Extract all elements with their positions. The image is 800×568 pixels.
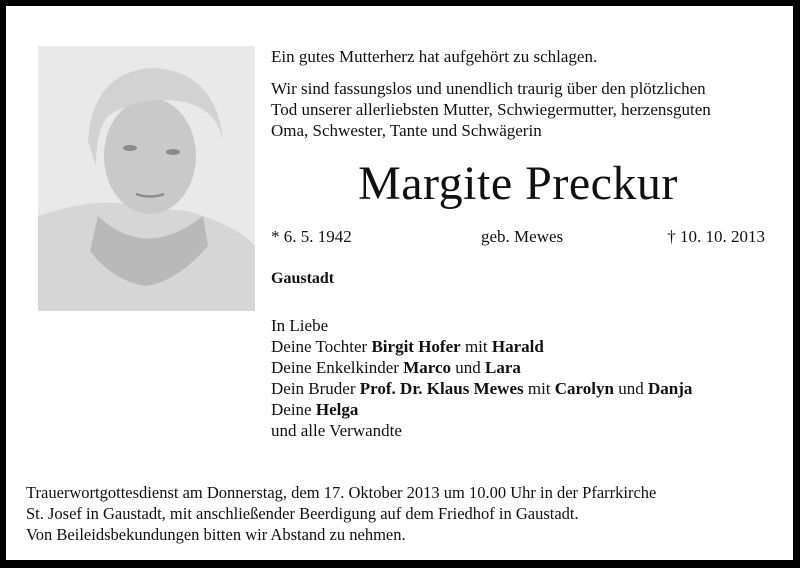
mourner-line: Dein Bruder Prof. Dr. Klaus Mewes mit Carolyn und Danja: [271, 379, 693, 398]
closing: und alle Verwandte: [271, 421, 402, 440]
service-line: Von Beileidsbekundungen bitten wir Abstand zu nehmen.: [26, 525, 406, 544]
residence-place: Gaustadt: [271, 270, 335, 287]
intro-line: Ein gutes Mutterherz hat aufgehört zu schlagen.: [271, 47, 598, 66]
service-line: St. Josef in Gaustadt, mit anschließender Beerdigung auf dem Friedhof in Gaustadt.: [26, 504, 579, 523]
death-date: † 10. 10. 2013: [667, 227, 765, 246]
deceased-name: Margite Preckur: [358, 157, 678, 210]
service-info: [26, 482, 656, 545]
obituary-notice: [6, 6, 793, 560]
maiden-name: geb. Mewes: [481, 227, 564, 246]
mourner-line: Deine Helga: [271, 400, 359, 419]
intro-paragraph-line: Wir sind fassungslos und unendlich traurig über den plötzlichen: [271, 79, 706, 98]
mourner-line: Deine Tochter Birgit Hofer mit Harald: [271, 337, 544, 356]
portrait-photo: [38, 46, 255, 311]
intro-paragraph-line: Oma, Schwester, Tante und Schwägerin: [271, 121, 542, 140]
birth-date: * 6. 5. 1942: [271, 227, 352, 246]
intro-paragraph: [271, 78, 711, 141]
portrait-image: [38, 46, 255, 311]
mourner-line: Deine Enkelkinder Marco und Lara: [271, 358, 521, 377]
mourners-list: [271, 315, 692, 441]
greeting: In Liebe: [271, 316, 329, 335]
service-line: Trauerwortgottesdienst am Donnerstag, dem 17. Oktober 2013 um 10.00 Uhr in der Pfarrkirche: [26, 483, 657, 502]
intro-paragraph-line: Tod unserer allerliebsten Mutter, Schwiegermutter, herzensguten: [271, 100, 711, 119]
